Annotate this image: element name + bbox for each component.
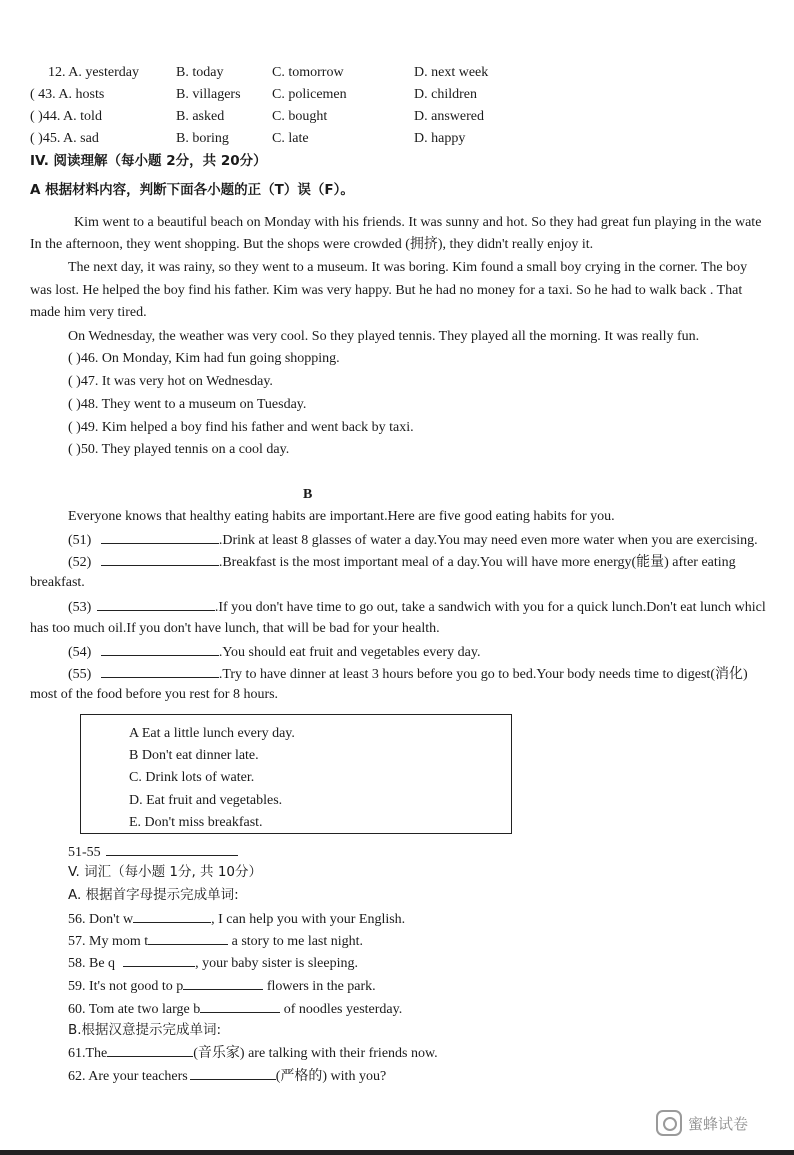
part-vb-instruction: B.根据汉意提示完成单词: xyxy=(68,1022,222,1038)
item-text: .You should eat fruit and vegetables every day. xyxy=(218,645,481,660)
option-c: C. bought xyxy=(272,109,328,124)
item-text: .Drink at least 8 glasses of water a day.You may need even more water when you are exercising. xyxy=(218,533,758,548)
box-option-a: A Eat a little lunch every day. xyxy=(129,726,295,741)
answer-blank[interactable] xyxy=(101,642,219,656)
answer-blank[interactable] xyxy=(101,530,219,544)
vocab-59 xyxy=(68,976,376,996)
answer-blank[interactable] xyxy=(101,552,219,566)
passage-line: was lost. He helped the boy find his father. Kim was very happy. But he had no money for a taxi. So he had to walk back . That xyxy=(30,283,743,298)
option-b: B. asked xyxy=(176,109,225,124)
item-53-continuation: has too much oil.If you don't have lunch, that will be bad for your health. xyxy=(30,621,440,636)
box-option-b: B Don't eat dinner late. xyxy=(129,748,259,763)
vocab-prompt: 60. Tom ate two large b xyxy=(68,1002,201,1017)
item-52 xyxy=(68,552,736,572)
vocab-rest: , your baby sister is sleeping. xyxy=(195,956,358,971)
option-a: 12. A. yesterday xyxy=(48,65,139,80)
passage-line: The next day, it was rainy, so they went to a museum. It was boring. Kim found a small boy crying in the corner. The boy xyxy=(68,260,748,275)
answer-blank[interactable] xyxy=(123,953,195,967)
option-d: D. next week xyxy=(414,65,489,80)
item-text: .If you don't have time to go out, take a sandwich with you for a quick lunch.Don't eat lunch whicl xyxy=(214,600,766,615)
answer-blank[interactable] xyxy=(97,597,215,611)
option-d: D. happy xyxy=(414,131,466,146)
watermark-text: 蜜蜂试卷 xyxy=(688,1114,749,1133)
options-box xyxy=(80,714,512,834)
vocab-60 xyxy=(68,999,402,1019)
part-va-instruction: A. 根据首字母提示完成单词: xyxy=(68,887,239,903)
item-number: (55) xyxy=(68,667,92,682)
part-a-instruction: A 根据材料内容，判断下面各小题的正（T）误（F）。 xyxy=(30,182,354,198)
box-option-c: C. Drink lots of water. xyxy=(129,770,255,785)
vocab-rest: a story to me last night. xyxy=(228,934,364,949)
passage-line: made him very tired. xyxy=(30,305,147,320)
answer-blank[interactable] xyxy=(183,976,263,990)
answer-blank[interactable] xyxy=(107,1043,193,1057)
box-option-d: D. Eat fruit and vegetables. xyxy=(129,793,283,808)
vocab-57 xyxy=(68,931,363,951)
vocab-prompt: 61.The xyxy=(68,1046,108,1061)
vocab-rest: (音乐家) are talking with their friends now. xyxy=(193,1046,438,1061)
vocab-58 xyxy=(68,953,358,973)
box-option-e: E. Don't miss breakfast. xyxy=(129,815,263,830)
vocab-prompt: 62. Are your teachers xyxy=(68,1069,188,1084)
vocab-rest: (严格的) with you? xyxy=(275,1069,387,1084)
option-a: ( 43. A. hosts xyxy=(30,87,105,102)
item-number: (51) xyxy=(68,533,92,548)
section-v-title: V. 词汇（每小题 1分, 共 10分） xyxy=(68,864,263,880)
question-48: ( )48. They went to a museum on Tuesday. xyxy=(68,397,307,412)
item-number: (53) xyxy=(68,600,92,615)
option-c: C. late xyxy=(272,131,309,146)
vocab-56 xyxy=(68,909,405,929)
watermark xyxy=(656,1110,748,1136)
question-47: ( )47. It was very hot on Wednesday. xyxy=(68,374,273,389)
answer-line xyxy=(68,842,238,862)
vocab-rest: of noodles yesterday. xyxy=(280,1002,403,1017)
item-55 xyxy=(68,664,748,684)
answer-blank[interactable] xyxy=(148,931,228,945)
vocab-61 xyxy=(68,1043,438,1063)
question-50: ( )50. They played tennis on a cool day. xyxy=(68,442,290,457)
item-55-continuation: most of the food before you rest for 8 hours. xyxy=(30,687,279,702)
option-c: C. tomorrow xyxy=(272,65,344,80)
option-d: D. children xyxy=(414,87,477,102)
item-52-continuation: breakfast. xyxy=(30,575,85,590)
answer-blank[interactable] xyxy=(133,909,211,923)
vocab-rest: , I can help you with your English. xyxy=(211,912,406,927)
item-number: (52) xyxy=(68,555,92,570)
item-53 xyxy=(68,597,766,617)
option-a: ( )44. A. told xyxy=(30,109,102,124)
vocab-prompt: 58. Be q xyxy=(68,956,116,971)
vocab-prompt: 56. Don't w xyxy=(68,912,134,927)
vocab-prompt: 59. It's not good to p xyxy=(68,979,184,994)
watermark-logo-icon xyxy=(656,1110,682,1136)
item-text: .Breakfast is the most important meal of a day.You will have more energy(能量) after eating xyxy=(218,555,736,570)
vocab-62 xyxy=(68,1066,386,1086)
option-b: B. villagers xyxy=(176,87,241,102)
item-text: .Try to have dinner at least 3 hours before you go to bed.Your body needs time to digest(消化) xyxy=(218,667,748,682)
answer-blank[interactable] xyxy=(200,999,280,1013)
option-d: D. answered xyxy=(414,109,484,124)
option-b: B. today xyxy=(176,65,224,80)
answer-blank[interactable] xyxy=(190,1066,276,1080)
passage-line: On Wednesday, the weather was very cool. So they played tennis. They played all the morning. It was really fun. xyxy=(68,329,700,344)
item-54 xyxy=(68,642,481,662)
answer-line-label: 51-55 xyxy=(68,845,101,860)
passage-line: In the afternoon, they went shopping. But the shops were crowded (拥挤), they didn't really enjoy it. xyxy=(30,237,594,252)
question-49: ( )49. Kim helped a boy find his father and went back by taxi. xyxy=(68,420,414,435)
part-b-label: B xyxy=(303,487,313,502)
answer-blank[interactable] xyxy=(106,842,238,856)
option-c: C. policemen xyxy=(272,87,347,102)
item-51 xyxy=(68,530,758,550)
vocab-rest: flowers in the park. xyxy=(263,979,376,994)
vocab-prompt: 57. My mom t xyxy=(68,934,149,949)
section-iv-title: IV. 阅读理解（每小题 2分，共 20分） xyxy=(30,153,267,169)
option-b: B. boring xyxy=(176,131,229,146)
question-46: ( )46. On Monday, Kim had fun going shopping. xyxy=(68,351,340,366)
option-a: ( )45. A. sad xyxy=(30,131,99,146)
page-bottom-edge xyxy=(0,1150,794,1155)
passage-line: Kim went to a beautiful beach on Monday with his friends. It was sunny and hot. So they had great fun playing in the wate xyxy=(74,215,762,230)
part-b-intro: Everyone knows that healthy eating habits are important.Here are five good eating habits for you. xyxy=(68,509,615,524)
item-number: (54) xyxy=(68,645,92,660)
answer-blank[interactable] xyxy=(101,664,219,678)
